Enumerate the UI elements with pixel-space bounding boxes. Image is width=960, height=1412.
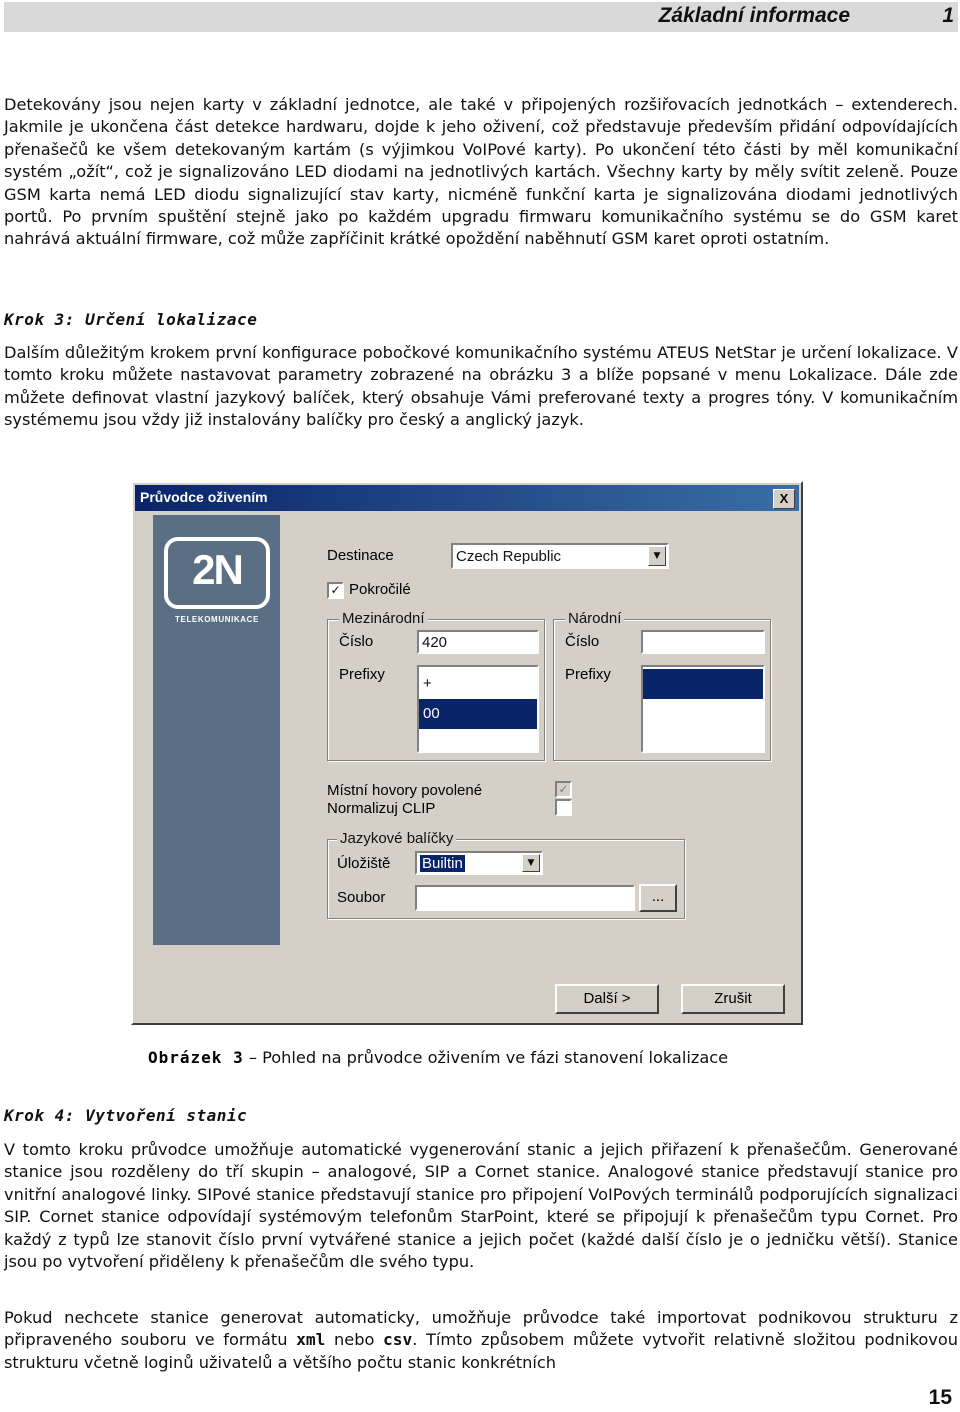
- figure-caption: [148, 1048, 728, 1067]
- advanced-checkbox[interactable]: ✓: [327, 582, 344, 599]
- language-group-label: Jazykové balíčky: [337, 830, 456, 847]
- dialog-title: Průvodce oživením: [140, 489, 268, 505]
- chevron-down-icon[interactable]: ▼: [648, 546, 666, 566]
- header-title: Základní informace: [658, 4, 850, 27]
- storage-value: Builtin: [422, 855, 463, 872]
- browse-button[interactable]: ...: [639, 884, 677, 912]
- national-cislo-input[interactable]: [641, 630, 765, 654]
- normalize-clip-label: Normalizuj CLIP: [327, 800, 436, 817]
- list-item-selected[interactable]: [643, 669, 763, 699]
- list-item-selected[interactable]: 00: [419, 699, 537, 729]
- local-calls-label: Místní hovory povolené: [327, 782, 483, 799]
- next-button[interactable]: Další >: [555, 984, 659, 1014]
- national-cislo-label: Číslo: [565, 633, 600, 650]
- wizard-dialog: [131, 481, 803, 1025]
- heading-step-4: Krok 4: Vytvoření stanic: [4, 1106, 248, 1125]
- paragraph-import: Pokud nechcete stanice generovat automaticky, umožňuje průvodce také importovat podnikovou strukturu z připraveného souboru ve formátu xml nebo csv. Tímto způsobem můžete vytvořit relativně složitou podnikovou strukturu včetně loginů uživatelů a většího počtu stanic konkrétních: [4, 1308, 958, 1372]
- list-item[interactable]: +: [423, 675, 432, 692]
- intl-cislo-input[interactable]: [417, 630, 539, 654]
- international-group-label: Mezinárodní: [339, 610, 428, 627]
- intl-prefix-list[interactable]: [417, 665, 539, 753]
- destinace-value: Czech Republic: [456, 548, 562, 565]
- intl-prefix-label: Prefixy: [339, 666, 385, 683]
- paragraph-localization: Dalším důležitým krokem první konfigurace pobočkové komunikačního systému ATEUS NetStar je určení lokalizace. V tomto kroku můžete nastavovat parametry zobrazené na obrázku 3 a blíže popsané v menu Lokalizace. Dále zde můžete definovat vlastní jazykový balíček, který obsahuje Vámi preferované texty a progres tóny. V komunikačním systémemu jsou vždy již instalovány balíčky pro český a anglický jazyk.: [4, 343, 958, 430]
- intl-cislo-label: Číslo: [339, 633, 374, 650]
- destinace-label: Destinace: [327, 547, 394, 564]
- advanced-label: Pokročilé: [349, 581, 411, 598]
- national-prefix-list[interactable]: [641, 665, 765, 753]
- intl-cislo-value: 420: [422, 634, 448, 651]
- paragraph-detection: Detekovány jsou nejen karty v základní jednotce, ale také v připojených rozšiřovacích jednotkách – extenderech. Jakmile je ukončena část detekce hardwaru, dojde k jeho oživení, což představuje především přidání odpovídajících přenašečů ke všem detekovaným kartám (s výjimkou VoIPové karty). Po ukončení této části by měl komunikační systém „ožít“, což je signalizováno LED diodami na jednotlivých kartách. Všechny karty by měly svítit zeleně. Pouze GSM karta nemá LED diodu signalizující stav karty, nicméně funkční karta je signalizována diodami jednotlivých portů. Po prvním spuštění stejně jako po každém upgradu firmwaru komunikačního systému se do GSM karet nahrává aktuální firmware, což může zapříčinit krátké opoždění naběhnutí GSM karet oproti ostatním.: [4, 95, 958, 249]
- close-button[interactable]: X: [773, 489, 795, 509]
- national-group-label: Národní: [565, 610, 624, 627]
- normalize-clip-checkbox[interactable]: [555, 799, 572, 816]
- 2n-logo: [164, 537, 270, 609]
- destinace-select[interactable]: [451, 543, 669, 569]
- chevron-down-icon[interactable]: ▼: [522, 854, 540, 872]
- logo-subtext: TELEKOMUNIKACE: [175, 615, 259, 624]
- chapter-number: 1: [942, 4, 954, 27]
- caption-text: – Pohled na průvodce oživením ve fázi stanovení lokalizace: [243, 1048, 729, 1067]
- page-number: 15: [928, 1386, 952, 1409]
- heading-step-3: Krok 3: Určení lokalizace: [4, 310, 258, 329]
- storage-label: Úložiště: [337, 855, 391, 872]
- dialog-titlebar: [135, 485, 799, 511]
- logo-text: 2N: [192, 546, 242, 593]
- format-xml: xml: [296, 1330, 326, 1350]
- file-label: Soubor: [337, 889, 386, 906]
- format-csv: csv: [382, 1330, 413, 1350]
- file-input[interactable]: [415, 885, 635, 911]
- storage-select[interactable]: [415, 851, 543, 875]
- national-prefix-label: Prefixy: [565, 666, 611, 683]
- local-calls-checkbox[interactable]: ✓: [555, 781, 572, 798]
- paragraph-stations: V tomto kroku průvodce umožňuje automatické vygenerování stanic a jejich přiřazení k přenašečům. Generované stanice jsou rozděleny do tří skupin – analogové, SIP a Cornet stanice. Analogové stanice představují stanice pro vnitřní analogové linky. SIPové stanice představují stanice pro připojení VoIPových terminálů podporujících signalizaci SIP. Cornet stanice odpovídají systémovým telefonům StarPoint, které se připojují k přenašečům typu Cornet. Pro každý z typů lze stanovit číslo první vytvářené stanice a jejich počet (každé další číslo je o jedničku větší). Stanice jsou po vytvoření přiděleny k přenašečům dle svého typu.: [4, 1140, 958, 1272]
- cancel-button[interactable]: Zrušit: [681, 984, 785, 1014]
- caption-label: Obrázek 3: [148, 1048, 244, 1067]
- logo-panel: [153, 515, 280, 945]
